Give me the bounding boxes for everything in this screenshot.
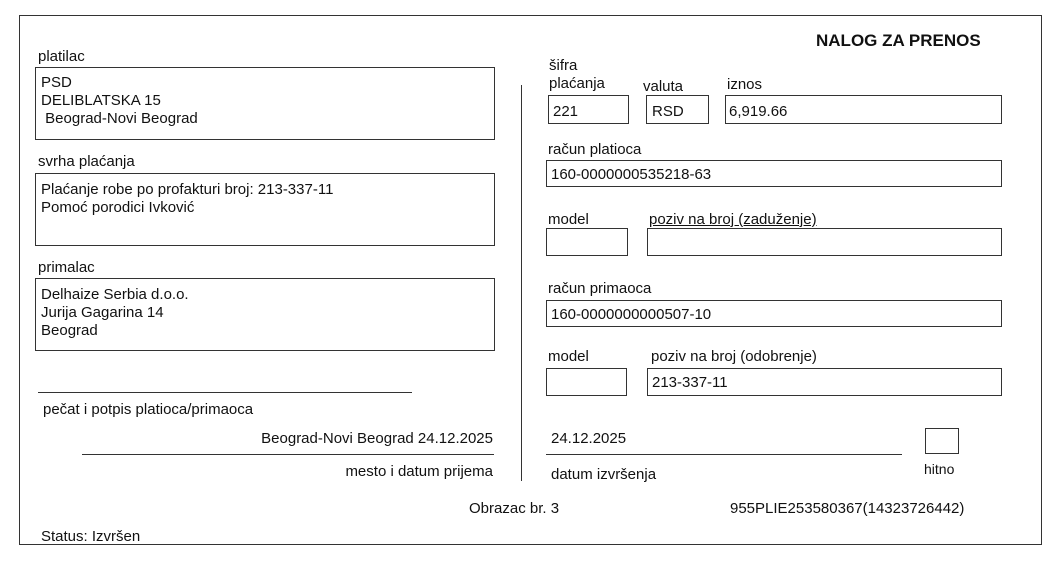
status-text: Status: Izvršen <box>41 528 141 545</box>
payer-line: DELIBLATSKA 15 <box>41 92 161 109</box>
purpose-box <box>35 173 495 246</box>
payment-code-label-line1: šifra <box>549 57 578 74</box>
payment-code-label-line2: plaćanja <box>549 75 605 92</box>
urgent-checkbox <box>925 428 959 454</box>
recipient-line: Delhaize Serbia d.o.o. <box>41 286 189 303</box>
amount-label: iznos <box>727 76 763 93</box>
payer-line: PSD <box>41 74 72 91</box>
debit-reference-label: poziv na broj (zaduženje) <box>649 211 817 228</box>
payer-label: platilac <box>38 48 85 65</box>
payer-account-label: račun platioca <box>548 141 642 158</box>
column-divider <box>521 85 522 481</box>
purpose-label: svrha plaćanja <box>38 153 135 170</box>
credit-reference-label: poziv na broj (odobrenje) <box>651 348 817 365</box>
debit-model-field <box>546 228 628 256</box>
place-date-line <box>82 454 494 455</box>
currency-label: valuta <box>643 78 684 95</box>
debit-model-label: model <box>548 211 589 228</box>
stamp-signature-label: pečat i potpis platioca/primaoca <box>43 401 254 418</box>
debit-reference-field <box>647 228 1002 256</box>
execution-date-value: 24.12.2025 <box>551 430 627 447</box>
place-date-label: mesto i datum prijema <box>345 463 493 480</box>
recipient-label: primalac <box>38 259 95 276</box>
credit-model-field <box>546 368 627 396</box>
reference-id: 955PLIE253580367(14323726442) <box>730 500 965 517</box>
purpose-line: Plaćanje robe po profakturi broj: 213-337-11 <box>41 181 334 198</box>
recipient-account-field: 160-0000000000507-10 <box>546 300 1002 327</box>
urgent-label: hitno <box>924 461 955 477</box>
credit-reference-field: 213-337-11 <box>647 368 1002 396</box>
signature-line <box>38 392 412 393</box>
payer-account-field: 160-0000000535218-63 <box>546 160 1002 187</box>
credit-model-label: model <box>548 348 589 365</box>
recipient-line: Beograd <box>41 322 98 339</box>
payment-code-field: 221 <box>548 95 629 124</box>
purpose-line: Pomoć porodici Ivković <box>41 199 195 216</box>
place-date-value: Beograd-Novi Beograd 24.12.2025 <box>261 430 493 447</box>
recipient-line: Jurija Gagarina 14 <box>41 304 164 321</box>
form-title: NALOG ZA PRENOS <box>816 31 981 50</box>
recipient-account-label: račun primaoca <box>548 280 652 297</box>
currency-field: RSD <box>646 95 709 124</box>
payer-line: Beograd-Novi Beograd <box>41 110 198 127</box>
recipient-box <box>35 278 495 351</box>
execution-date-label: datum izvršenja <box>551 466 657 483</box>
payer-box <box>35 67 495 140</box>
amount-field: 6,919.66 <box>725 95 1002 124</box>
form-number: Obrazac br. 3 <box>469 500 560 517</box>
execution-date-line <box>546 454 902 455</box>
